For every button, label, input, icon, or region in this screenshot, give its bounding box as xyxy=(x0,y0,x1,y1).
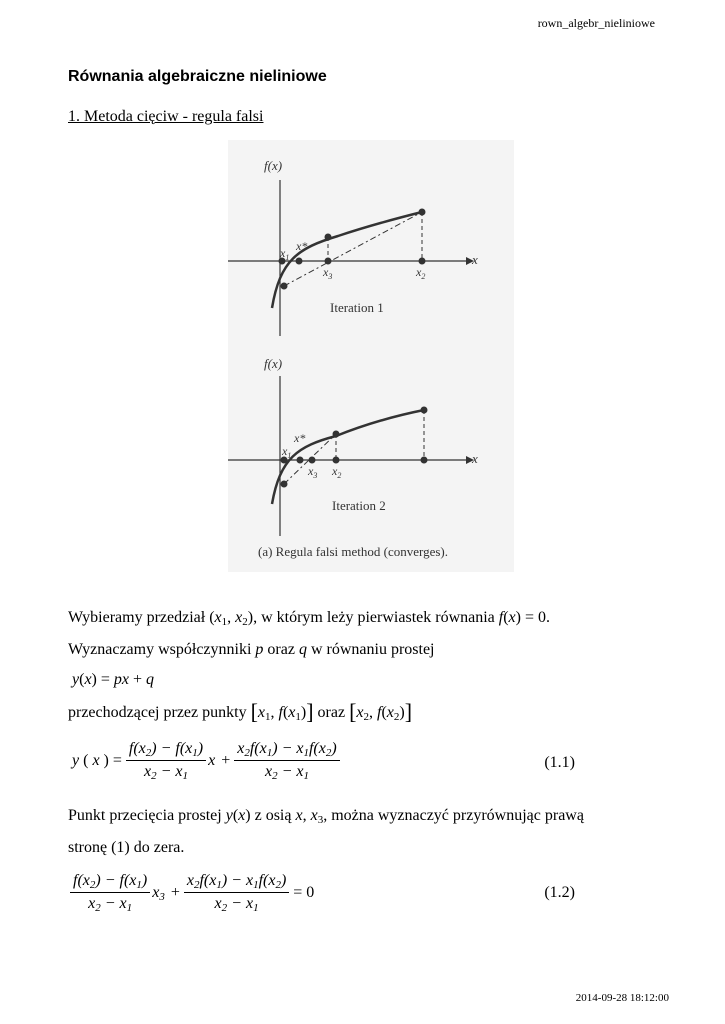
footer-timestamp: 2014-09-28 18:12:00 xyxy=(575,992,669,1004)
line-equation: y(x) = px + q xyxy=(72,671,155,688)
iteration-1-label: Iteration 1 xyxy=(330,300,384,315)
y-axis-label-2: f(x) xyxy=(264,356,283,371)
equation-number-1-1: (1.1) xyxy=(544,754,575,771)
iteration-2-label: Iteration 2 xyxy=(332,498,386,513)
section-heading: 1. Metoda cięciw - regula falsi xyxy=(68,108,264,125)
header-filename: rown_algebr_nieliniowe xyxy=(537,16,655,30)
regula-falsi-figure xyxy=(228,140,514,572)
figure-caption: (a) Regula falsi method (converges). xyxy=(258,544,448,559)
x-star-label-2: x* xyxy=(294,431,306,445)
svg-text:x2: $x_2$ xyxy=(416,265,426,281)
equation-1-1: y ( x ) = $\frac{f(x_2) - f(x_1)}{x_2 - x_1}$ x + $\frac{x_2f(x_1) - x_1f(x_2)}{x_2 - x_1}$ xyxy=(72,740,340,781)
paragraph-intersection: Punkt przecięcia prostej y(x) z osią x, $x_3$, można wyznaczyć przyrównując prawą xyxy=(68,807,584,826)
x-axis-label-2: x xyxy=(472,451,478,466)
svg-text:x3: $x_3$ xyxy=(323,265,333,281)
svg-text:x1: $x_1$ xyxy=(282,444,292,460)
paragraph-continuation: stronę (1) do zera. xyxy=(68,839,185,856)
equation-number-1-2: (1.2) xyxy=(544,884,575,901)
svg-text:x2: $x_2$ xyxy=(332,464,342,480)
paragraph-interval: Wybieramy przedział ($x_1$, $x_2$), w którym leży pierwiastek równania f(x) = 0. xyxy=(68,609,551,628)
paragraph-coefficients: Wyznaczamy współczynniki p oraz q w równaniu prostej xyxy=(68,641,435,658)
paragraph-points: przechodzącej przez punkty [$x_1$, $f(x_1)$] oraz [$x_2$, $f(x_2)$] xyxy=(68,699,413,724)
x-axis-label-1: x xyxy=(472,252,478,267)
page-title: Równania algebraiczne nieliniowe xyxy=(68,68,327,85)
y-axis-label-1: f(x) xyxy=(264,158,283,173)
svg-text:x1: $x_1$ xyxy=(280,246,290,262)
x-star-label-1: x* xyxy=(296,239,308,253)
equation-1-2: $\frac{f(x_2) - f(x_1)}{x_2 - x_1}$ $x_3$ + $\frac{x_2f(x_1) - x_1f(x_2)}{x_2 - x_1}$ = 0 xyxy=(70,872,318,913)
svg-text:x3: $x_3$ xyxy=(308,464,318,480)
